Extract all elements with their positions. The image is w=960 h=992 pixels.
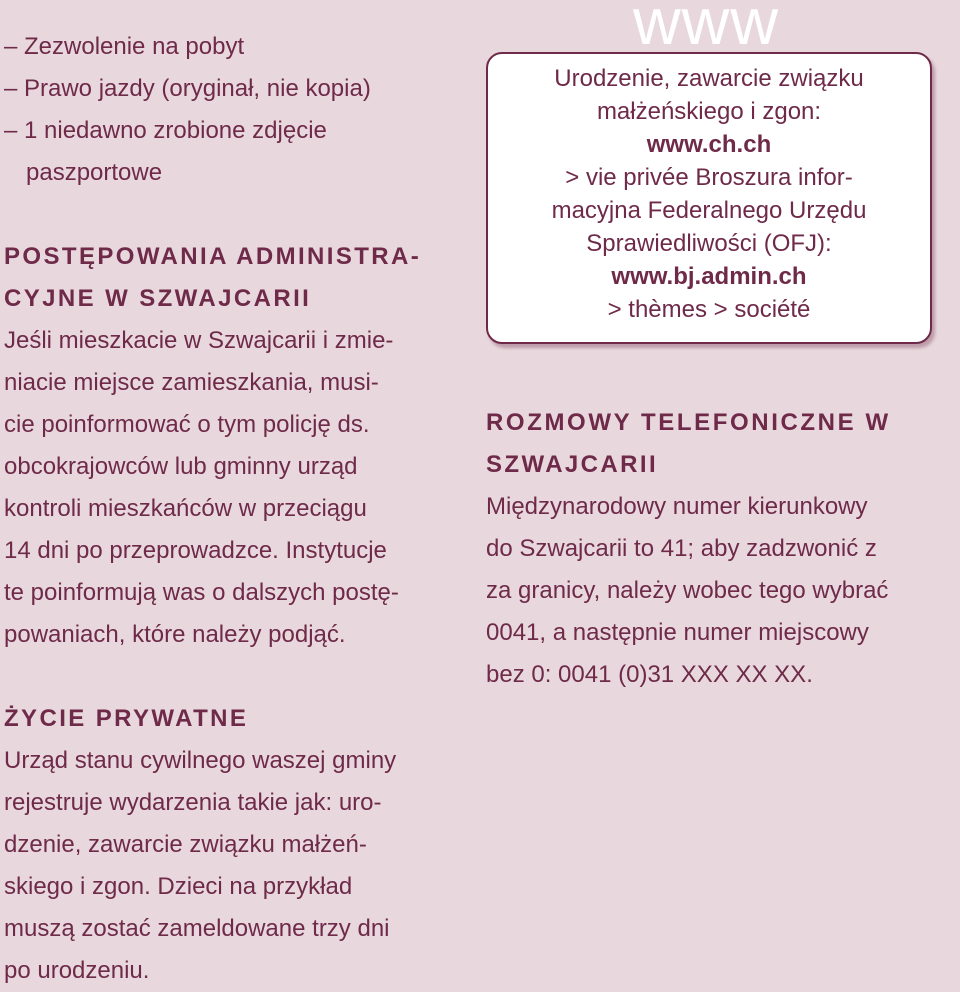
section-heading-phone: ROZMOWY TELEFONICZNE W xyxy=(486,409,891,436)
paragraph-line: skiego i zgon. Dzieci na przykład xyxy=(4,873,353,900)
left-column xyxy=(4,26,454,992)
paragraph-line: te poinformują was o dalszych postę- xyxy=(4,579,399,606)
phone-section xyxy=(486,402,938,696)
section-heading-private: ŻYCIE PRYWATNE xyxy=(4,705,249,732)
bullet-dash: – xyxy=(4,33,18,60)
section-heading-phone-2: SZWAJCARII xyxy=(486,451,659,478)
paragraph-line: Urząd stanu cywilnego waszej gminy xyxy=(4,747,397,774)
www-label: www xyxy=(586,0,826,52)
paragraph-line: cie poinformować o tym policję ds. xyxy=(4,411,370,438)
paragraph-line: kontroli mieszkańców w przeciągu xyxy=(4,495,367,522)
bullet-item xyxy=(4,26,454,68)
bullet-dash: – xyxy=(4,117,18,144)
section-heading-admin: POSTĘPOWANIA ADMINISTRA- xyxy=(4,243,422,270)
box-text: > thèmes > société xyxy=(607,296,811,323)
bullet-dash: – xyxy=(4,75,18,102)
bullet-item-continuation xyxy=(4,152,454,194)
bullet-text: 1 niedawno zrobione zdjęcie xyxy=(24,117,327,144)
box-text: Urodzenie, zawarcie związku xyxy=(554,65,864,92)
paragraph-line: obcokrajowców lub gminny urząd xyxy=(4,453,358,480)
paragraph-line: za granicy, należy wobec tego wybrać xyxy=(486,577,889,604)
paragraph-line: rejestruje wydarzenia takie jak: uro- xyxy=(4,789,382,816)
bullet-item xyxy=(4,110,454,152)
bullet-text: Prawo jazdy (oryginał, nie kopia) xyxy=(24,75,371,102)
paragraph-line: Jeśli mieszkacie w Szwajcarii i zmie- xyxy=(4,327,394,354)
paragraph-line: muszą zostać zameldowane trzy dni xyxy=(4,915,390,942)
box-text: > vie privée Broszura infor- xyxy=(565,164,853,191)
bullet-text: Zezwolenie na pobyt xyxy=(24,33,245,60)
link-www-ch-ch[interactable]: www.ch.ch xyxy=(646,131,772,158)
box-text: Sprawiedliwości (OFJ): xyxy=(586,230,832,257)
bullet-item xyxy=(4,68,454,110)
box-text: macyjna Federalnego Urzędu xyxy=(551,197,867,224)
link-www-bj-admin-ch[interactable]: www.bj.admin.ch xyxy=(611,263,807,290)
paragraph-line: Międzynarodowy numer kierunkowy xyxy=(486,493,868,520)
paragraph-line: do Szwajcarii to 41; aby zadzwonić z xyxy=(486,535,877,562)
paragraph-line: po urodzeniu. xyxy=(4,957,150,984)
paragraph-line: 14 dni po przeprowadzce. Instytucje xyxy=(4,537,387,564)
bullet-text: paszportowe xyxy=(26,159,163,186)
section-heading-admin-2: CYJNE W SZWAJCARII xyxy=(4,285,312,312)
paragraph-line: dzenie, zawarcie związku małżeń- xyxy=(4,831,367,858)
paragraph-line: bez 0: 0041 (0)31 XXX XX XX. xyxy=(486,661,813,688)
box-text: małżeńskiego i zgon: xyxy=(596,98,822,125)
www-info-box xyxy=(486,52,932,344)
paragraph-line: 0041, a następnie numer miejscowy xyxy=(486,619,869,646)
paragraph-line: niacie miejsce zamieszkania, musi- xyxy=(4,369,379,396)
paragraph-line: powaniach, które należy podjąć. xyxy=(4,621,346,648)
